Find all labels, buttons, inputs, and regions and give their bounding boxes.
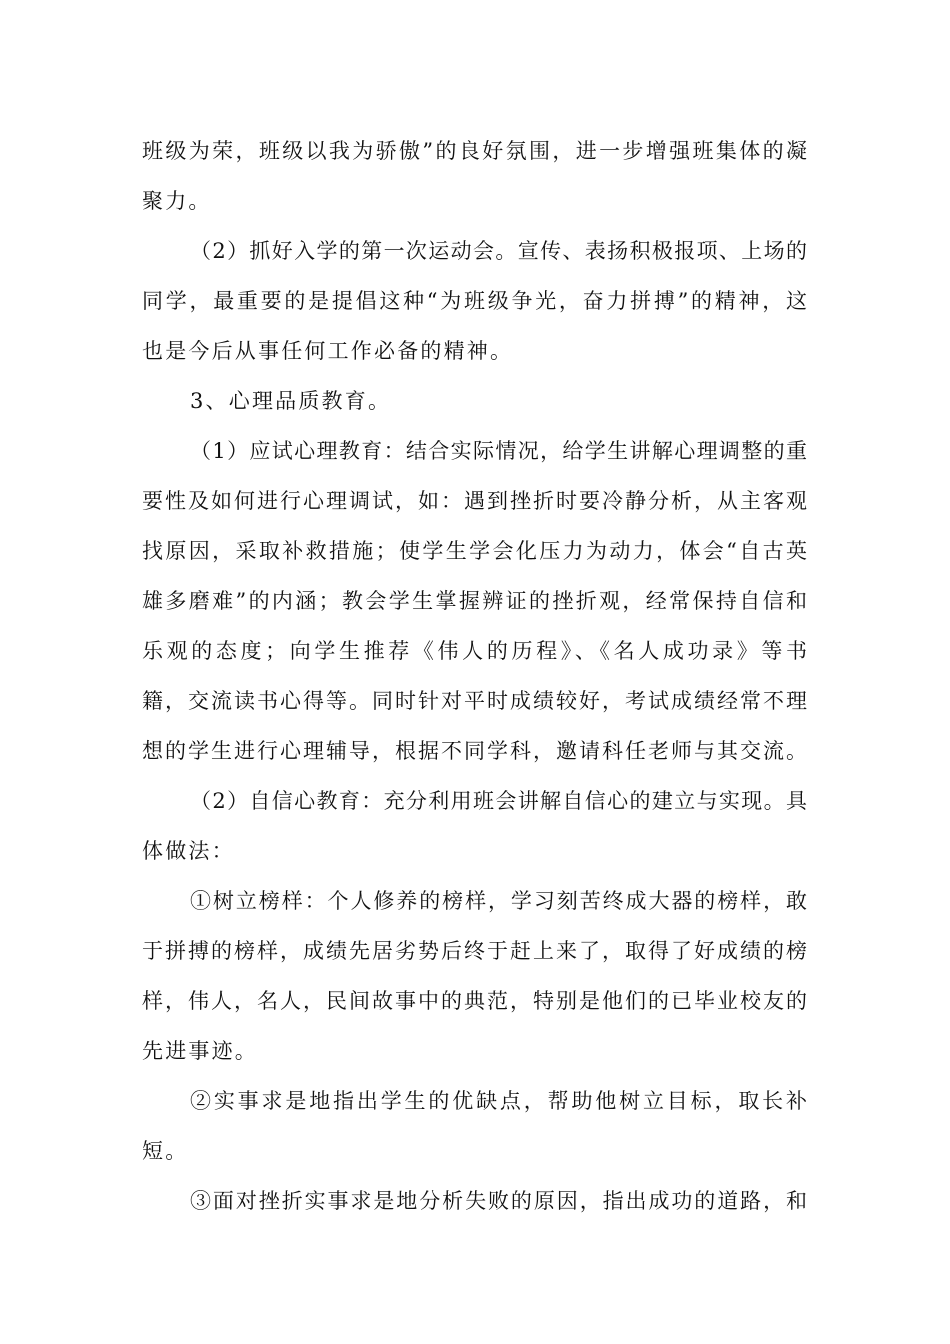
text-line: 要性及如何进行心理调试，如：遇到挫折时要冷静分析，从主客观 (142, 489, 807, 513)
text-line: 籍，交流读书心得等。同时针对平时成绩较好，考试成绩经常不理 (142, 689, 807, 713)
text-line: 同学，最重要的是提倡这种“为班级争光，奋力拼搏”的精神，这 (142, 289, 807, 313)
section-heading: 3、心理品质教育。 (190, 389, 392, 413)
text-line: （2）抓好入学的第一次运动会。宣传、表扬积极报项、上场的 (190, 239, 807, 263)
text-line: 找原因，采取补救措施；使学生学会化压力为动力，体会“自古英 (142, 539, 807, 563)
text-line: 也是今后从事任何工作必备的精神。 (142, 339, 514, 363)
text-line: 班级为荣，班级以我为骄傲”的良好氛围，进一步增强班集体的凝 (142, 139, 807, 163)
text-line: ①树立榜样：个人修养的榜样，学习刻苦终成大器的榜样，敢 (190, 889, 807, 913)
text-line: （2）自信心教育：充分利用班会讲解自信心的建立与实现。具 (190, 789, 807, 813)
text-line: ②实事求是地指出学生的优缺点，帮助他树立目标，取长补 (190, 1089, 807, 1113)
text-line: 乐观的态度；向学生推荐《伟人的历程》、《名人成功录》等书 (142, 639, 807, 663)
text-line: 于拼搏的榜样，成绩先居劣势后终于赶上来了，取得了好成绩的榜 (142, 939, 807, 963)
text-line: ③面对挫折实事求是地分析失败的原因，指出成功的道路，和 (190, 1189, 807, 1213)
text-line: 想的学生进行心理辅导，根据不同学科，邀请科任老师与其交流。 (142, 739, 807, 763)
text-line: 先进事迹。 (142, 1039, 258, 1063)
text-line: 雄多磨难”的内涵；教会学生掌握辨证的挫折观，经常保持自信和 (142, 589, 807, 613)
text-line: 聚力。 (142, 189, 212, 213)
text-line: （1）应试心理教育：结合实际情况，给学生讲解心理调整的重 (190, 439, 807, 463)
text-line: 体做法： (142, 839, 235, 863)
text-line: 短。 (142, 1139, 189, 1163)
text-line: 样，伟人，名人，民间故事中的典范，特别是他们的已毕业校友的 (142, 989, 807, 1013)
